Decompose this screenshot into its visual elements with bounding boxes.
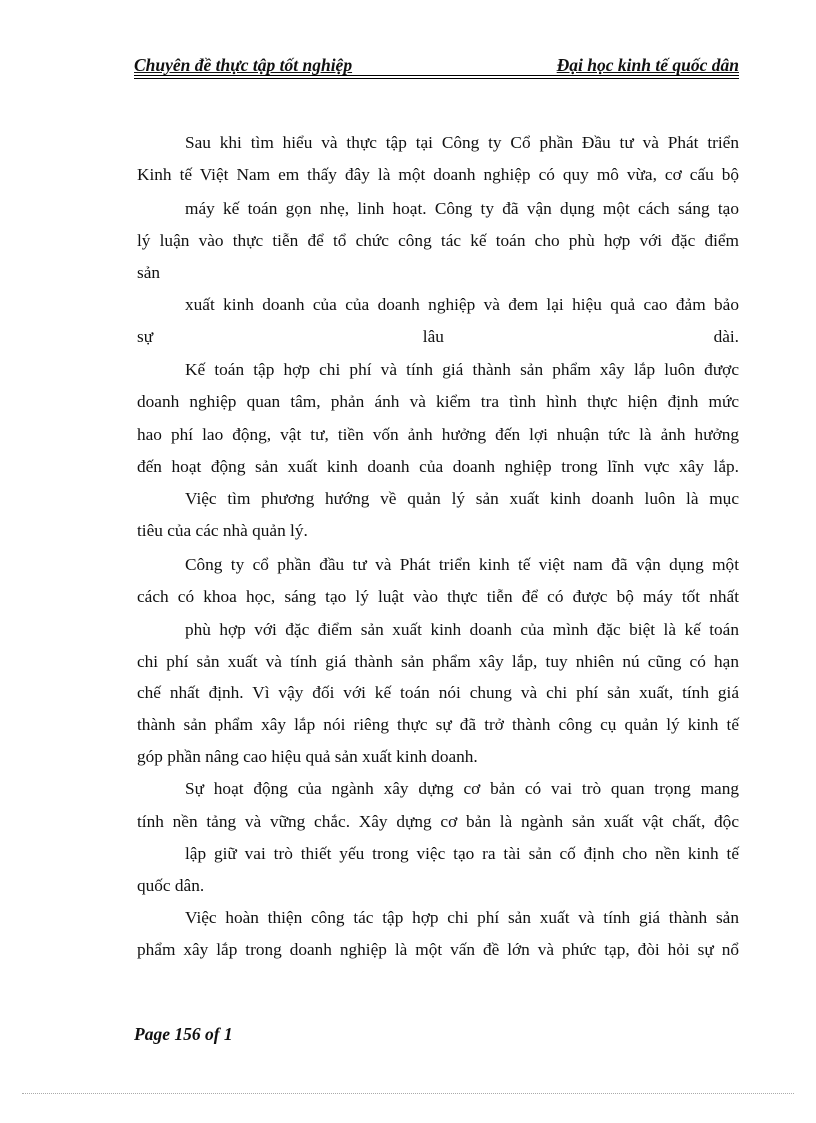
text-line: phù hợp với đặc điểm sản xuất kinh doanh của mình đặc biệt là kế toán	[185, 620, 739, 639]
text-line: Kế toán tập hợp chi phí và tính giá thành sản phẩm xây lắp luôn được	[185, 360, 739, 379]
page-header	[134, 54, 739, 76]
header-right-title: Đại học kinh tế quốc dân	[556, 55, 739, 75]
text-line: tính nền tảng và vững chắc. Xây dựng cơ bản là ngành sản xuất vật chất, độc	[137, 812, 739, 831]
text-line: chế nhất định. Vì vậy đối với kế toán nói chung và chi phí sản xuất, tính giá	[137, 683, 739, 702]
text-line: Sau khi tìm hiểu và thực tập tại Công ty Cổ phần Đầu tư và Phát triển	[185, 133, 739, 152]
text-line: hao phí lao động, vật tư, tiền vốn ảnh hưởng đến lợi nhuận tức là ảnh hưởng	[137, 425, 739, 444]
text-line: lập giữ vai trò thiết yếu trong việc tạo ra tài sản cố định cho nền kinh tế	[185, 844, 739, 863]
text-line: chi phí sản xuất và tính giá thành sản phẩm xây lắp, tuy nhiên nú cũng có hạn	[137, 652, 739, 671]
text-line: cách có khoa học, sáng tạo lý luật vào thực tiễn để có được bộ máy tốt nhất	[137, 587, 739, 606]
header-rule	[134, 75, 739, 76]
text-line: góp phần nâng cao hiệu quả sản xuất kinh doanh.	[137, 747, 478, 766]
page-footer: Page 156 of 1	[134, 1024, 233, 1044]
text-line: thành sản phẩm xây lắp nói riêng thực sự đã trở thành công cụ quản lý kinh tế	[137, 715, 739, 734]
text-line: Kinh tế Việt Nam em thấy đây là một doanh nghiệp có quy mô vừa, cơ cấu bộ	[137, 165, 739, 184]
text-line: Sự hoạt động của ngành xây dựng cơ bản có vai trò quan trọng mang	[185, 779, 739, 798]
text-line: tiêu của các nhà quản lý.	[137, 521, 308, 540]
text-line: sản	[137, 263, 161, 282]
text-line: phẩm xây lắp trong doanh nghiệp là một vấn đề lớn và phức tạp, đòi hỏi sự nổ	[137, 940, 739, 959]
header-rule-double	[134, 78, 739, 79]
text-line: lý luận vào thực tiễn để tổ chức công tác kế toán cho phù hợp với đặc điểm	[137, 231, 739, 250]
text-line: Việc hoàn thiện công tác tập hợp chi phí sản xuất và tính giá thành sản	[185, 908, 739, 927]
text-line: máy kế toán gọn nhẹ, linh hoạt. Công ty đã vận dụng một cách sáng tạo	[185, 199, 739, 218]
text-line: xuất kinh doanh của của doanh nghiệp và đem lại hiệu quả cao đảm bảo	[185, 295, 739, 314]
page-boundary-dotted-line	[22, 1093, 794, 1094]
text-line: sự lâu dài.	[137, 327, 739, 346]
text-line: đến hoạt động sản xuất kinh doanh của doanh nghiệp trong lĩnh vực xây lắp.	[137, 457, 739, 476]
text-line: Công ty cổ phần đầu tư và Phát triển kinh tế việt nam đã vận dụng một	[185, 555, 739, 574]
text-line: Việc tìm phương hướng về quản lý sản xuất kinh doanh luôn là mục	[185, 489, 739, 508]
text-line: doanh nghiệp quan tâm, phản ánh và kiểm tra tình hình thực hiện định mức	[137, 392, 739, 411]
text-line: quốc dân.	[137, 876, 205, 895]
header-left-title: Chuyên đề thực tập tốt nghiệp	[134, 55, 353, 75]
